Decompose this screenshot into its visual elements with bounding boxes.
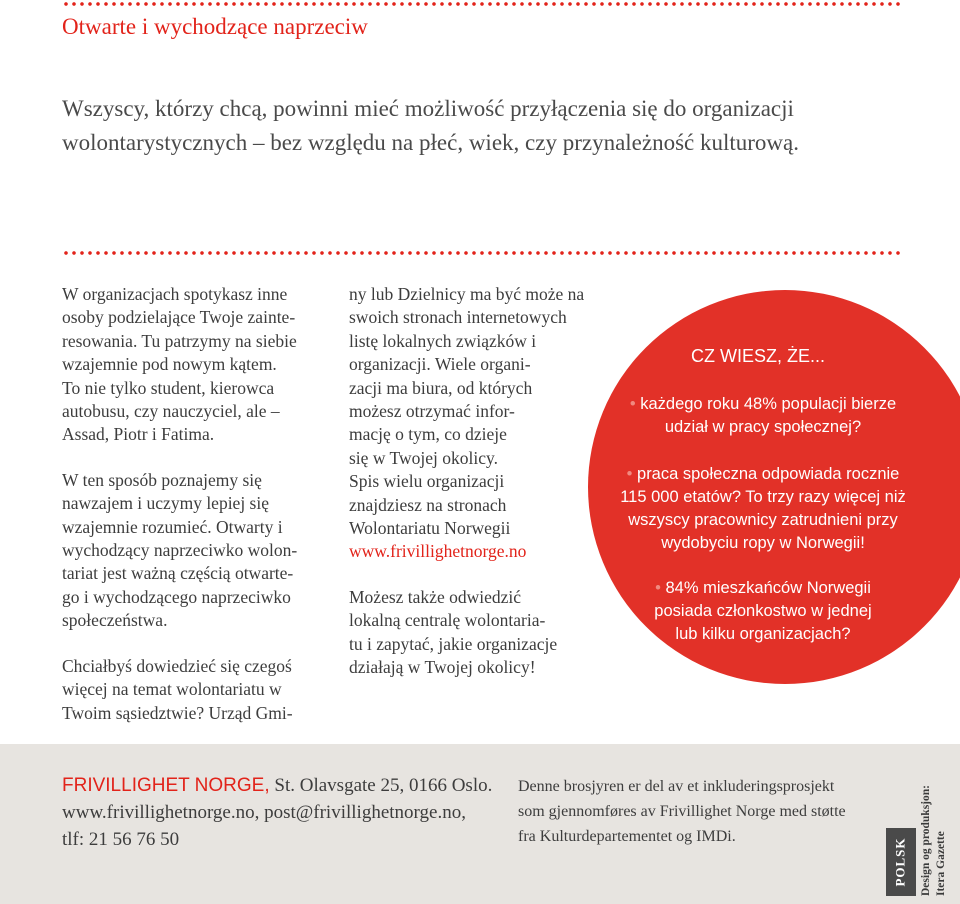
text-line: autobusu, czy nauczyciel, ale – [62,401,280,422]
text-line: tariat jest ważną częścią otwarte- [62,563,294,584]
text-line: resowania. Tu patrzymy na siebie [62,330,297,351]
text-line: lokalną centralę wolontaria- [349,610,546,631]
bullet-icon: • [655,579,661,597]
footer-contact [62,772,492,853]
lead-line-2: wolontarystycznych – bez względu na płeć, wiek, czy przynależność kulturową. [62,130,799,155]
lead-paragraph [62,92,922,160]
fact-line: lub kilku organizacjach? [675,625,851,643]
fact-line: udział w pracy społecznej? [664,418,862,436]
text-line: ny lub Dzielnicy ma być może na [349,284,585,304]
fact-3 [598,577,928,646]
website-link[interactable]: www.frivillighetnorge.no [349,541,527,562]
fact-line: wydobyciu ropy w Norwegii! [661,534,865,552]
page-title: Otwarte i wychodzące naprzeciw [62,14,368,39]
credit-line-2: Itera Gazette [935,831,947,896]
fact-line: każdego roku 48% populacji bierze [640,395,897,413]
phone: tlf: 21 56 76 50 [62,829,180,850]
column1-paragraph-2 [62,469,337,633]
footer-note [518,774,846,849]
text-line: W ten sposób poznajemy się [62,469,262,490]
text-column-1 [62,283,337,747]
text-line: zacji ma biura, od których [349,377,533,398]
contact-line[interactable]: www.frivillighetnorge.no, post@frivillighetnorge.no, [62,802,466,823]
language-badge [886,828,916,896]
fact-line: wszyscy pracownicy zatrudnieni przy [628,511,898,529]
text-line: wychodzący naprzeciwko wolon- [62,540,298,561]
text-line: Możesz także odwiedzić [349,586,522,607]
text-line: wzajemnie rozumieć. Otwarty i [62,516,283,537]
column2-paragraph-2 [349,586,624,680]
fact-line: praca społeczna odpowiada rocznie [637,465,900,483]
text-line: znajdziesz na stronach [349,494,507,515]
text-line: Spis wielu organizacji [349,471,505,492]
text-line: działają w Twojej okolicy! [349,657,536,678]
text-line: wzajemnie pod nowym kątem. [62,354,277,375]
text-line: nawzajem i uczymy lepiej się [62,493,270,514]
text-line: listę lokalnych związków i [349,330,537,351]
column2-paragraph-1 [349,283,624,564]
note-line: fra Kulturdepartementet og IMDi. [518,828,736,845]
bullet-icon: • [629,395,636,413]
fact-1 [598,393,928,439]
address: St. Olavsgate 25, 0166 Oslo. [269,775,493,796]
top-dotted-rule [62,1,902,7]
design-credits [920,770,954,898]
note-line: Denne brosjyren er del av et inkluderingsprosjekt [518,778,835,795]
column1-paragraph-3 [62,655,337,725]
circle-title: CZ WIESZ, ŻE... [691,346,825,366]
fact-line: posiada członkostwo w jednej [654,602,872,620]
text-line: W organizacjach spotykasz inne [62,284,288,304]
credit-line-1: Design og produksjon: [920,785,932,896]
text-line: Wolontariatu Norwegii [349,518,511,539]
footer [0,744,960,904]
text-line: się w Twojej okolicy. [349,447,498,468]
text-column-2 [349,283,624,702]
fact-line: 84% mieszkańców Norwegii [665,579,871,597]
note-line: som gjennomføres av Frivillighet Norge med støtte [518,803,846,820]
text-line: mację o tym, co dzieje [349,424,507,445]
text-line: tu i zapytać, jakie organizacje [349,633,558,654]
text-line: To nie tylko student, kierowca [62,377,275,398]
language-label: POLSK [893,837,909,887]
middle-dotted-rule [62,250,902,256]
fact-2 [598,463,928,555]
fact-line: 115 000 etatów? To trzy razy więcej niż [620,488,906,506]
text-line: Chciałbyś dowiedzieć się czegoś [62,655,292,676]
did-you-know-circle [588,290,960,684]
text-line: osoby podzielające Twoje zainte- [62,307,296,328]
text-line: możesz otrzymać infor- [349,401,515,422]
text-line: więcej na temat wolontariatu w [62,679,282,700]
text-line: organizacji. Wiele organi- [349,354,531,375]
text-line: społeczeństwa. [62,610,168,631]
lead-line-1: Wszyscy, którzy chcą, powinni mieć możliwość przyłączenia się do organizacji [62,96,794,121]
text-line: swoich stronach internetowych [349,307,567,328]
text-line: Assad, Piotr i Fatima. [62,424,215,445]
text-line: Twoim sąsiedztwie? Urząd Gmi- [62,702,293,723]
text-line: go i wychodzącego naprzeciwko [62,586,291,607]
bullet-icon: • [626,465,633,483]
organization-name: FRIVILLIGHET NORGE, [62,775,270,796]
column1-paragraph-1 [62,283,337,447]
